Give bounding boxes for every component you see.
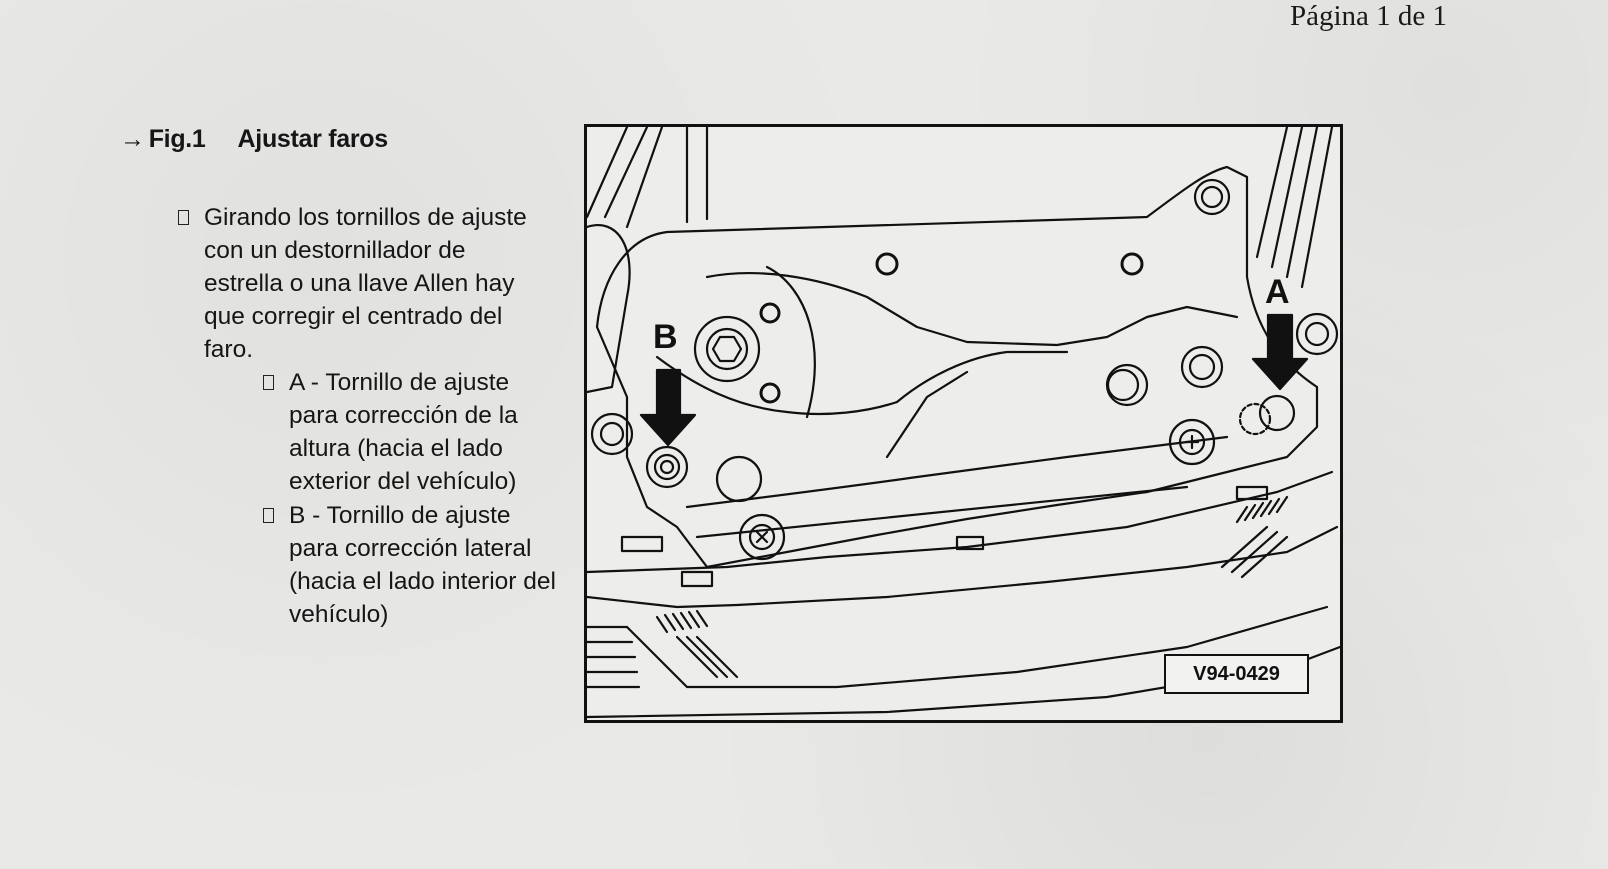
page-number: Página 1 de 1 — [1290, 0, 1448, 32]
checkbox-bullet-icon — [178, 210, 189, 225]
figure-number: Fig.1 — [148, 125, 206, 153]
sub-item-text: A - Tornillo de ajuste para corrección de la altura (hacia el lado exterior del vehículo) — [289, 369, 518, 495]
instruction-item — [178, 201, 548, 366]
sub-item-text: B - Tornillo de ajuste para corrección lateral (hacia el lado interior del vehículo) — [289, 502, 556, 628]
arrow-icon: → — [120, 125, 145, 153]
checkbox-bullet-icon — [263, 508, 274, 523]
figure-heading — [120, 125, 388, 154]
sub-item-a — [263, 366, 563, 498]
label-b: B — [653, 318, 678, 356]
label-a: A — [1265, 273, 1290, 311]
instruction-text: Girando los tornillos de ajuste con un destornillador de estrella o una llave Allen hay que corregir el centrado del faro. — [204, 204, 527, 363]
figure-code: V94-0429 — [1164, 654, 1309, 694]
checkbox-bullet-icon — [263, 375, 274, 390]
figure-title: Ajustar faros — [237, 125, 388, 153]
headlight-drawing — [587, 127, 1340, 720]
sub-item-b — [263, 499, 563, 631]
headlight-adjustment-figure — [584, 124, 1343, 723]
